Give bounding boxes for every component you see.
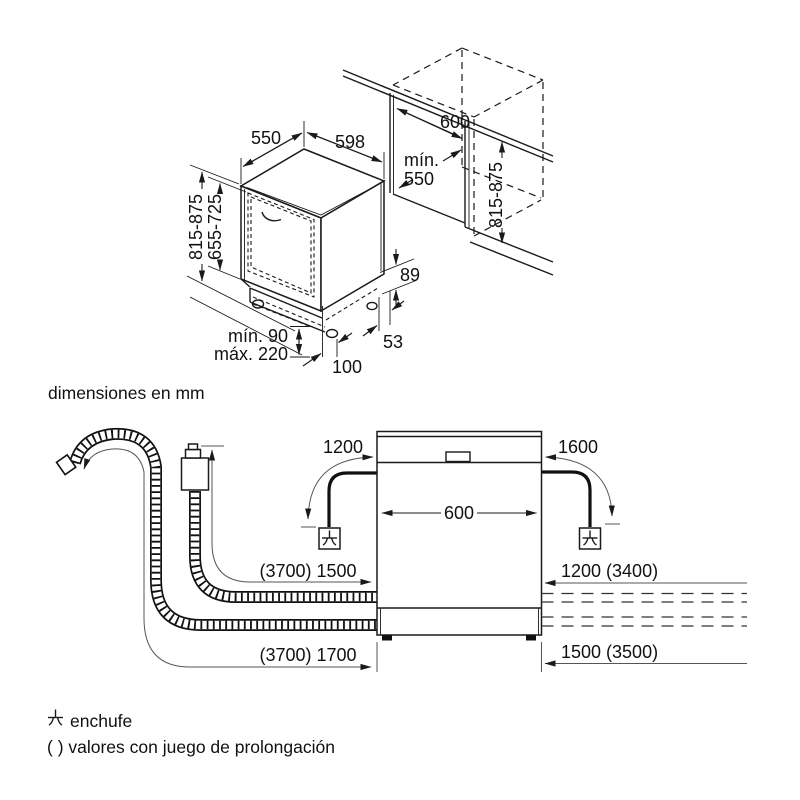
plug-symbol-icon [48, 710, 63, 726]
dim-label-cord-right: 1600 [557, 437, 599, 457]
dim-drain-right [377, 642, 747, 672]
dim-label-cord-left: 1200 [322, 437, 364, 457]
aquastop-valve [182, 444, 225, 490]
dim-label-supply-right: 1200 (3400) [561, 561, 659, 581]
dim-label-gap-rear: 89 [400, 265, 421, 285]
dim-label-niche-depth-2: 550 [404, 169, 435, 189]
foot-left [382, 635, 392, 641]
foot-right [526, 635, 536, 641]
power-cord-left [301, 437, 377, 549]
dim-label-plinth-min: mín. 90 [227, 326, 288, 346]
dim-gap-rear [380, 249, 420, 305]
legend-parens-label: ( ) valores con juego de prolongación [47, 737, 335, 757]
plug-icon-left [319, 528, 340, 549]
dim-label-width: 598 [334, 132, 366, 152]
power-cord-right [541, 437, 620, 549]
plug-icon-right [580, 528, 601, 549]
dim-label-height-door: 655-725 [205, 193, 225, 261]
dim-label-niche-depth-1: mín. [404, 150, 440, 170]
dim-label-drain-right: 1500 (3500) [561, 642, 659, 662]
dim-label-front-width: 600 [443, 503, 475, 523]
bottom-connection-diagram [57, 432, 747, 673]
dim-gap-side [363, 291, 404, 352]
dim-label-niche-height: 815-875 [486, 161, 506, 229]
top-isometric-diagram [186, 48, 553, 377]
units-note: dimensiones en mm [48, 383, 205, 403]
dim-niche-depth [399, 150, 461, 189]
dim-label-height-total: 815-875 [186, 193, 206, 261]
dim-label-supply-left: (3700) 1500 [259, 561, 357, 581]
dim-label-foot-offset: 100 [331, 357, 363, 377]
dim-label-niche-width: 600 [439, 112, 471, 132]
guide-drain-left [84, 449, 371, 667]
dim-height-door [205, 177, 246, 279]
dim-label-depth: 550 [250, 128, 282, 148]
dim-niche-height [486, 142, 506, 243]
guide-supply-left [212, 450, 371, 582]
legend [47, 710, 335, 758]
dishwasher-isometric [241, 149, 384, 338]
hose-extensions-dashed [542, 594, 748, 627]
dim-label-gap-side: 53 [382, 332, 404, 352]
legend-plug-label: enchufe [70, 711, 133, 731]
supply-hose [195, 491, 377, 597]
dim-foot-offset [303, 306, 362, 377]
dim-label-plinth-max: máx. 220 [213, 344, 288, 364]
dishwasher-front-view [377, 432, 542, 641]
dim-supply-right [545, 561, 747, 583]
dim-plinth [214, 326, 310, 364]
dim-label-drain-left: (3700) 1700 [259, 645, 357, 665]
